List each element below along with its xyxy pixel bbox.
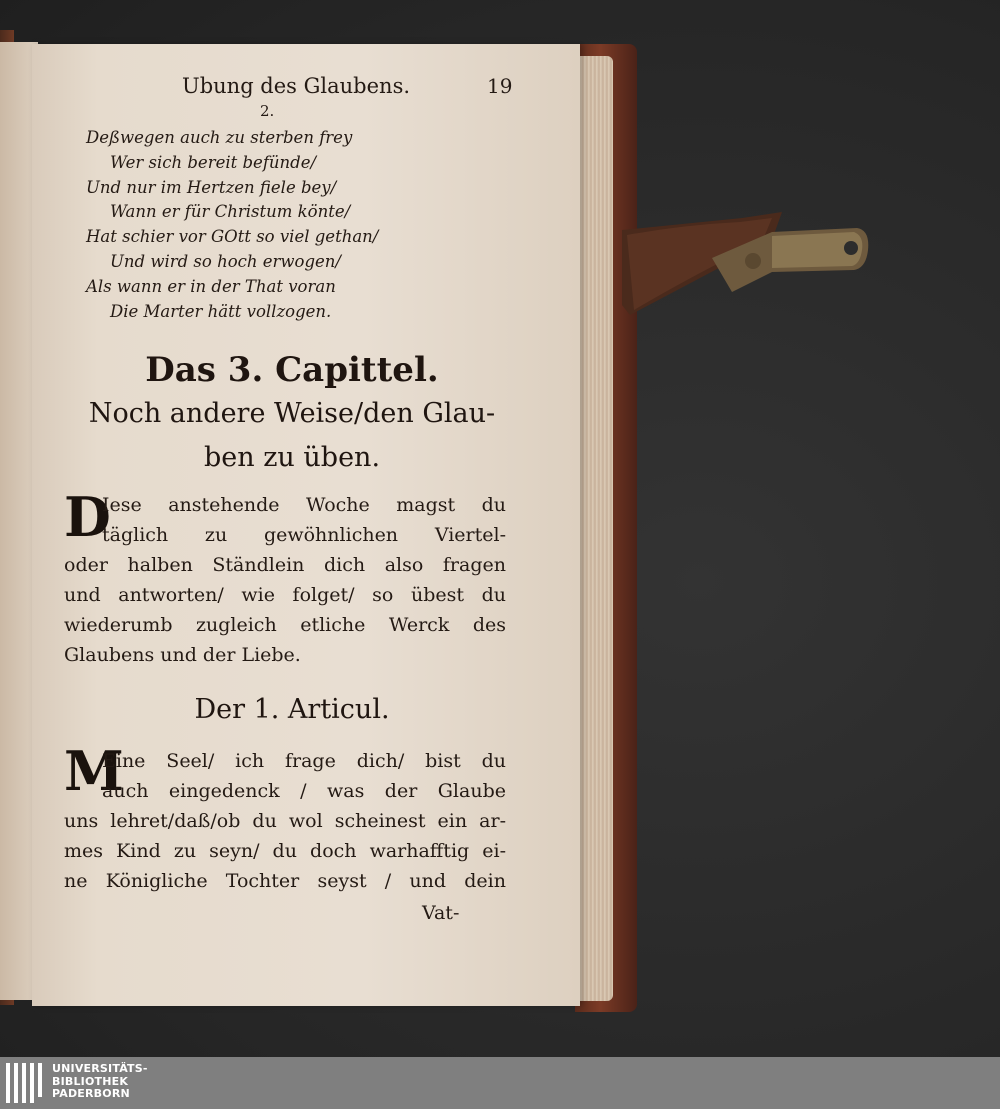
verse-line: Hat schier vor GOtt so viel gethan/	[86, 227, 379, 247]
paragraph	[64, 739, 506, 896]
footer-bar	[0, 1057, 1000, 1109]
logo-line: UNIVERSITÄTS-	[52, 1062, 148, 1075]
verse-line: Als wann er in der That voran	[86, 276, 336, 296]
text-line: Eine Seel/ ich frage dich/ bist du	[102, 750, 506, 772]
text-line: mes Kind zu seyn/ du doch warhafftig ei-	[64, 840, 506, 862]
text-line: auch eingedenck / was der Glaube	[102, 780, 506, 802]
verse-line: Und nur im Hertzen fiele bey/	[86, 177, 337, 197]
drop-cap: M	[64, 739, 124, 803]
library-logo-text	[52, 1063, 148, 1101]
text-line: ne Königliche Tochter seyst / und dein	[64, 870, 506, 892]
verse-line: Deßwegen auch zu sterben frey	[86, 128, 353, 147]
chapter-title: Das 3. Capittel.	[145, 350, 439, 390]
drop-cap: D	[64, 485, 111, 549]
logo-line: BIBLIOTHEK	[52, 1074, 129, 1088]
paragraph	[64, 485, 506, 670]
chapter-subtitle: Noch andere Weise/den Glau-	[88, 398, 496, 429]
catchword: Vat-	[422, 902, 460, 924]
page-number: 19	[487, 74, 513, 98]
text-line: wiederumb zugleich etliche Werck des	[64, 614, 506, 636]
verse-line: Und wird so hoch erwogen/	[110, 251, 341, 271]
stanza-number: 2.	[260, 102, 275, 120]
text-line: und antworten/ wie folget/ so übest du	[64, 584, 506, 606]
verse-stanza	[86, 126, 386, 324]
text-line: Iese anstehende Woche magst du	[102, 494, 506, 516]
logo-line: PADERBORN	[52, 1087, 130, 1100]
verse-line: Wer sich bereit befünde/	[110, 152, 317, 172]
book-page	[32, 44, 580, 1006]
running-header: Ubung des Glaubens.	[182, 74, 411, 98]
library-logo-icon	[6, 1063, 44, 1103]
text-line: uns lehret/daß/ob du wol scheinest ein ar-	[64, 810, 506, 832]
text-line: täglich zu gewöhnlichen Viertel-	[102, 524, 506, 546]
verse-line: Die Marter hätt vollzogen.	[110, 301, 332, 321]
article-heading: Der 1. Articul.	[194, 694, 390, 725]
text-line: Glaubens und der Liebe.	[64, 644, 301, 666]
verse-line: Wann er für Christum könte/	[110, 202, 351, 222]
chapter-subtitle-continued: ben zu üben.	[203, 442, 381, 473]
text-line: oder halben Ständlein dich also fragen	[64, 554, 506, 576]
book-clasp-icon	[622, 210, 872, 320]
